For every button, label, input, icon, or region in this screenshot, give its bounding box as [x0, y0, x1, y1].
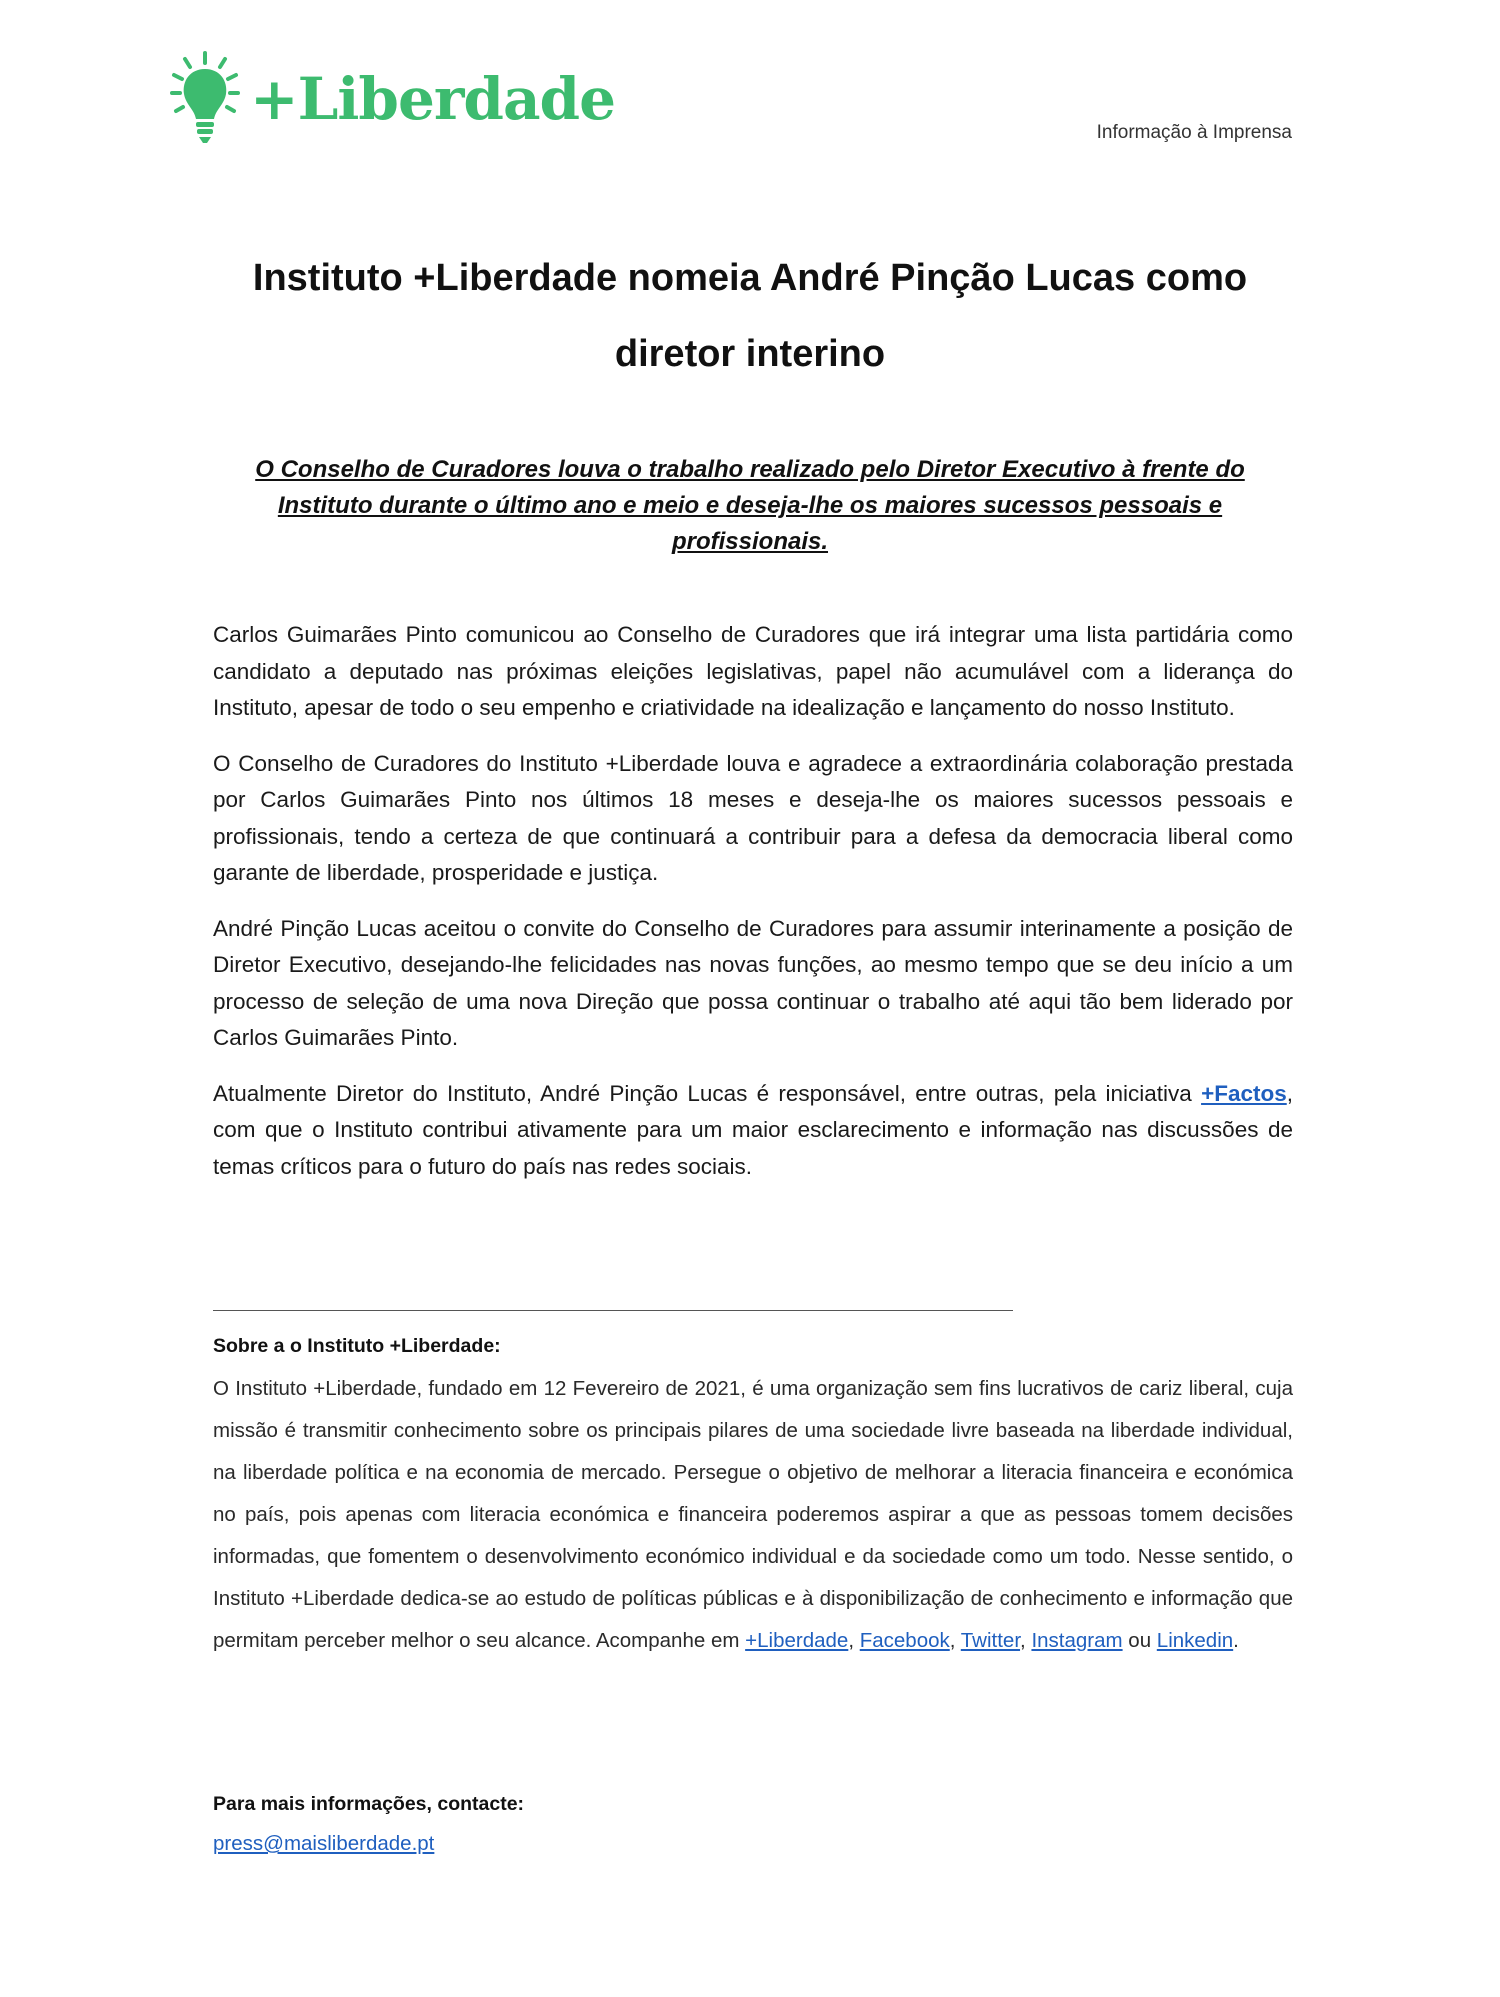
- paragraph-1: Carlos Guimarães Pinto comunicou ao Conselho de Curadores que irá integrar uma lista partidária como candidato a deputado nas próximas eleições legislativas, papel não acumulável com a liderança do Instituto, apesar de todo o seu empenho e criatividade na idealização e lançamento do nosso Instituto.: [213, 622, 1293, 720]
- brand-logo: [170, 44, 615, 154]
- linkedin-link[interactable]: Linkedin: [1156, 1629, 1234, 1652]
- contact-heading: Para mais informações, contacte:: [213, 1793, 525, 1815]
- contact-email: [213, 1832, 434, 1856]
- twitter-link[interactable]: Twitter: [960, 1629, 1021, 1652]
- about-end: .: [1233, 1629, 1239, 1652]
- facebook-link[interactable]: Facebook: [859, 1629, 950, 1652]
- about-separator: ,: [848, 1629, 860, 1652]
- press-label: Informação à Imprensa: [1096, 122, 1292, 143]
- paragraph-4-text-after: , com que o Instituto contribui ativamente para um maior esclarecimento e informação nas discussões de temas críticos para o futuro do país nas redes sociais.: [213, 1080, 1293, 1179]
- about-separator: ou: [1122, 1629, 1157, 1652]
- logo-wordmark: +Liberdade: [250, 65, 616, 133]
- about-text: [213, 1368, 1293, 1662]
- about-body-text: O Instituto +Liberdade, fundado em 12 Fevereiro de 2021, é uma organização sem fins lucrativos de cariz liberal, cuja missão é transmitir conhecimento sobre os principais pilares de uma sociedade livre baseada na liberdade individual, na liberdade política e na economia de mercado. Persegue o objetivo de melhorar a literacia financeira e económica no país, pois apenas com literacia económica e financeira poderemos aspirar a que as pessoas tomem decisões informadas, que fomentem o desenvolvimento económico individual e da sociedade como um todo. Nesse sentido, o Instituto +Liberdade dedica-se ao estudo de políticas públicas e à disponibilização de conhecimento e informação que permitam perceber melhor o seu alcance. Acompanhe em: [213, 1377, 1293, 1652]
- page-title: [200, 240, 1300, 392]
- about-separator: ,: [949, 1629, 961, 1652]
- about-heading: Sobre a o Instituto +Liberdade:: [213, 1335, 501, 1357]
- subtitle: O Conselho de Curadores louva o trabalho realizado pelo Diretor Executivo à frente do Instituto durante o último ano e meio e deseja-lhe os maiores sucessos pessoais e profissionais.: [255, 456, 1245, 555]
- title-line-1: Instituto +Liberdade nomeia André Pinção Lucas como: [252, 257, 1248, 299]
- paragraph-3: André Pinção Lucas aceitou o convite do Conselho de Curadores para assumir interinamente a posição de Diretor Executivo, desejando-lhe felicidades nas novas funções, ao mesmo tempo que se deu início a um processo de seleção de uma nova Direção que possa continuar o trabalho até aqui tão bem liderado por Carlos Guimarães Pinto.: [213, 915, 1293, 1050]
- email-link[interactable]: press@maisliberdade.pt: [213, 1832, 435, 1855]
- instagram-link[interactable]: Instagram: [1031, 1629, 1123, 1652]
- lightbulb-icon: [170, 49, 240, 149]
- liberdade-link[interactable]: +Liberdade: [745, 1629, 849, 1652]
- paragraph-4-text-before: Atualmente Diretor do Instituto, André Pinção Lucas é responsável, entre outras, pela iniciativa: [213, 1080, 1202, 1106]
- section-divider: [213, 1310, 1013, 1311]
- factos-link[interactable]: +Factos: [1201, 1080, 1287, 1106]
- paragraph-4: [213, 1076, 1293, 1186]
- paragraph-2: O Conselho de Curadores do Instituto +Liberdade louva e agradece a extraordinária colaboração prestada por Carlos Guimarães Pinto nos últimos 18 meses e deseja-lhe os maiores sucessos pessoais e profissionais, tendo a certeza de que continuará a contribuir para a defesa da democracia liberal como garante de liberdade, prosperidade e justiça.: [213, 750, 1293, 885]
- title-line-2: diretor interino: [614, 333, 886, 375]
- article-body: [213, 617, 1293, 1204]
- about-separator: ,: [1020, 1629, 1032, 1652]
